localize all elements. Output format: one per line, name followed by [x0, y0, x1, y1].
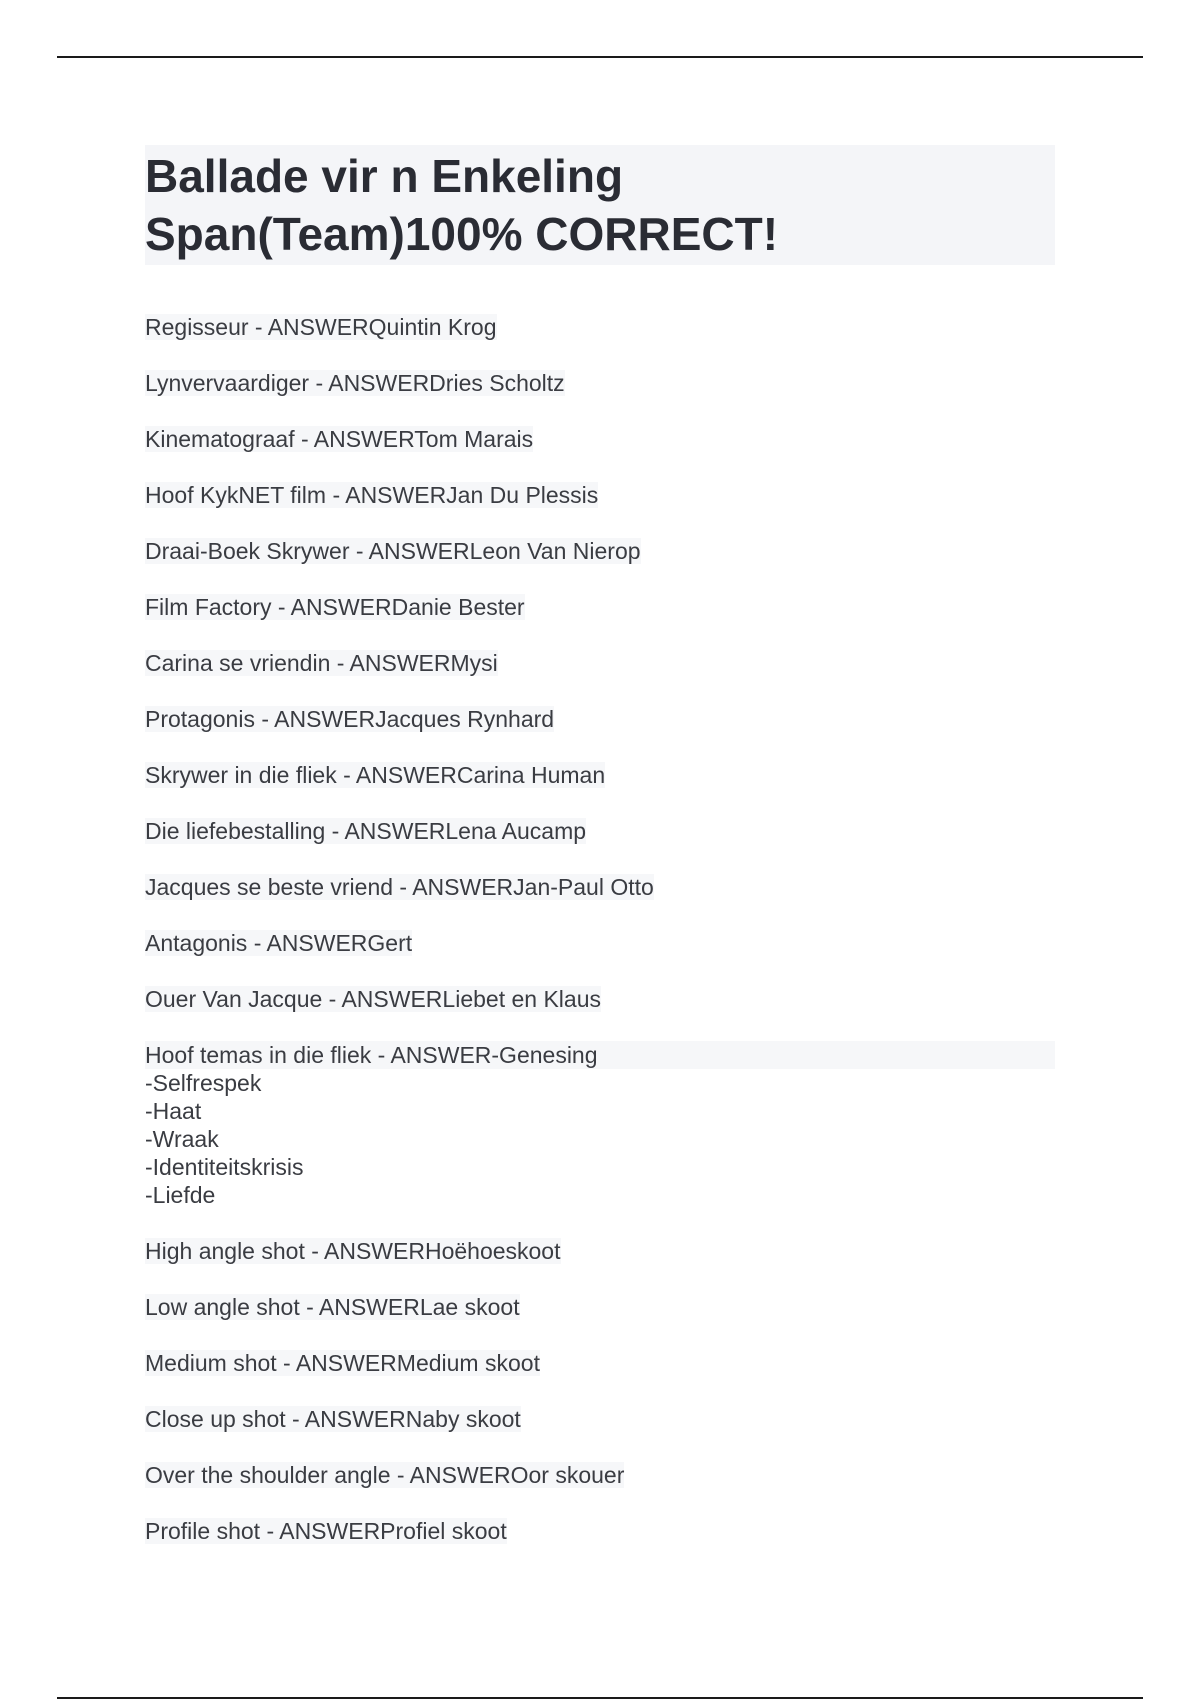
theme-item: -Wraak: [145, 1126, 219, 1152]
title-line-1: Ballade vir n Enkeling: [145, 150, 624, 202]
qa-entry-antagonis: Antagonis - ANSWERGert: [145, 930, 413, 956]
qa-entry-low-angle-shot: Low angle shot - ANSWERLae skoot: [145, 1294, 520, 1320]
page-title: [145, 145, 1055, 265]
qa-entry-hoof-temas: [145, 1041, 1055, 1209]
qa-entry-profile-shot: Profile shot - ANSWERProfiel skoot: [145, 1518, 507, 1544]
qa-entry-ouer-van-jacque: Ouer Van Jacque - ANSWERLiebet en Klaus: [145, 986, 601, 1012]
qa-entry-regisseur: Regisseur - ANSWERQuintin Krog: [145, 314, 497, 340]
theme-item: -Liefde: [145, 1182, 216, 1208]
qa-entry-draai-boek-skrywer: Draai-Boek Skrywer - ANSWERLeon Van Nierop: [145, 538, 641, 564]
qa-entry-carina-se-vriendin: Carina se vriendin - ANSWERMysi: [145, 650, 498, 676]
qa-entry-die-liefebestalling: Die liefebestalling - ANSWERLena Aucamp: [145, 818, 587, 844]
qa-entry-protagonis: Protagonis - ANSWERJacques Rynhard: [145, 706, 555, 732]
qa-entry-over-the-shoulder-angle: Over the shoulder angle - ANSWEROor skouer: [145, 1462, 625, 1488]
theme-item: -Haat: [145, 1098, 202, 1124]
qa-list: [145, 313, 1055, 1545]
qa-entry-hoof-kyknet-film: Hoof KykNET film - ANSWERJan Du Plessis: [145, 482, 599, 508]
theme-item: -Identiteitskrisis: [145, 1154, 304, 1180]
theme-item: -Selfrespek: [145, 1070, 262, 1096]
qa-entry-film-factory: Film Factory - ANSWERDanie Bester: [145, 594, 525, 620]
bottom-rule: [57, 1697, 1143, 1699]
qa-entry-skrywer-in-die-fliek: Skrywer in die fliek - ANSWERCarina Human: [145, 762, 606, 788]
top-rule: [57, 56, 1143, 58]
qa-entry-jacques-se-beste-vriend: Jacques se beste vriend - ANSWERJan-Paul Otto: [145, 874, 654, 900]
qa-entry-high-angle-shot: High angle shot - ANSWERHoëhoeskoot: [145, 1238, 561, 1264]
qa-entry-close-up-shot: Close up shot - ANSWERNaby skoot: [145, 1406, 521, 1432]
themes-first-line: Hoof temas in die fliek - ANSWER-Genesing: [145, 1041, 1055, 1069]
document-body: [145, 145, 1055, 1573]
qa-entry-medium-shot: Medium shot - ANSWERMedium skoot: [145, 1350, 540, 1376]
title-line-2: Span(Team)100% CORRECT!: [145, 208, 779, 260]
qa-entry-lynvervaardiger: Lynvervaardiger - ANSWERDries Scholtz: [145, 370, 565, 396]
qa-entry-kinematograaf: Kinematograaf - ANSWERTom Marais: [145, 426, 534, 452]
